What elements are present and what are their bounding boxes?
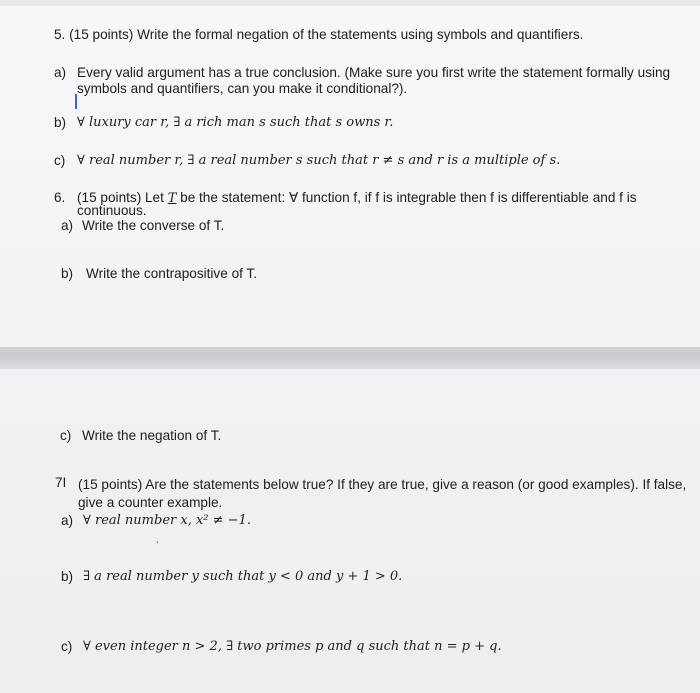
q5-a-line2: symbols and quantifiers, can you make it conditional?).: [77, 81, 408, 96]
q5-a-label: a): [54, 65, 67, 80]
q6-c-label: c): [60, 428, 72, 443]
q6-b-prompt: Write the contrapositive of T.: [86, 266, 258, 281]
q6-heading: [77, 190, 637, 207]
q6-heading-pre: (15 points) Let: [77, 190, 168, 205]
pen-tick-mark: ˎ: [156, 533, 160, 544]
q5-b-label: b): [54, 115, 67, 130]
q6-a-prompt: Write the converse of T.: [82, 218, 225, 233]
q5-c-label: c): [54, 153, 66, 168]
q7-a-statement: ∀ real number x, x² ≠ −1.: [83, 513, 251, 528]
q7-c-statement: ∀ even integer n > 2, ∃ two primes p and q such that n = p + q.: [83, 639, 502, 654]
q6-c-prompt: Write the negation of T.: [82, 428, 222, 443]
q7-number: 7I: [55, 475, 67, 490]
q6-b-label: b): [61, 266, 74, 281]
text-cursor-mark: [75, 94, 77, 109]
q6-heading-post: be the statement: ∀ function f, if f is integrable then f is differentiable and f is: [176, 190, 637, 205]
q7-heading-line1: (15 points) Are the statements below true? If they are true, give a reason (or good examples). If false,: [78, 477, 687, 492]
page-top-edge: [0, 0, 700, 6]
q5-heading: 5. (15 points) Write the formal negation of the statements using symbols and quantifiers.: [54, 27, 584, 42]
q5-a-line1: Every valid argument has a true conclusion. (Make sure you first write the statement formally using: [77, 65, 671, 80]
q6-heading-line2: continuous.: [77, 203, 147, 218]
q7-b-label: b): [61, 569, 74, 584]
q7-c-label: c): [61, 639, 73, 654]
page-fold-crease: [0, 347, 700, 369]
q5-c-statement: ∀ real number r, ∃ a real number s such that r ≠ s and r is a multiple of s.: [77, 153, 561, 168]
q6-statement-T: T: [167, 191, 177, 206]
q6-a-label: a): [61, 218, 74, 233]
q7-a-label: a): [61, 513, 74, 528]
q6-number: 6.: [54, 190, 66, 205]
q7-b-statement: ∃ a real number y such that y < 0 and y + 1 > 0.: [83, 569, 403, 584]
q7-heading-line2: give a counter example.: [78, 495, 223, 510]
q5-b-statement: ∀ luxury car r, ∃ a rich man s such that s owns r.: [77, 115, 394, 130]
